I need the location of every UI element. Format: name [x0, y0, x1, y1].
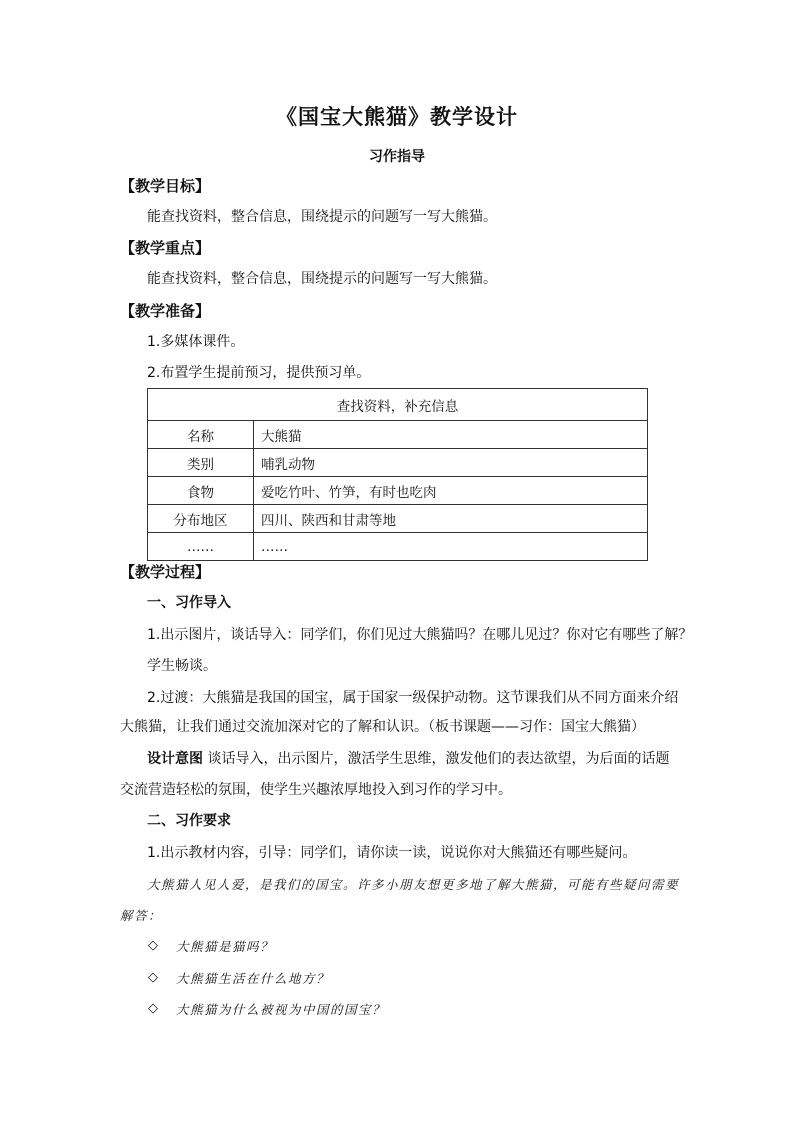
- table-cell-value: ……: [254, 533, 648, 561]
- table-row: [148, 421, 648, 449]
- section-heading-focus: 【教学重点】: [120, 239, 211, 257]
- part1-paragraph: 学生畅谈。: [147, 658, 217, 674]
- diamond-bullet-icon: ◇: [148, 1001, 158, 1016]
- part1-paragraph: 2.过渡：大熊猫是我国的国宝，属于国家一级保护动物。这节课我们从不同方面来介绍: [147, 690, 679, 706]
- info-table: [147, 388, 648, 561]
- part1-paragraph: 大熊猫，让我们通过交流加深对它的了解和认识。（板书课题——习作：国宝大熊猫）: [120, 719, 645, 735]
- diamond-bullet-icon: ◇: [148, 970, 158, 985]
- design-intent-label: 设计意图: [147, 751, 203, 767]
- table-cell-label: ……: [148, 533, 254, 561]
- textbook-quote: 解答：: [120, 908, 163, 923]
- table-row: [148, 533, 648, 561]
- prep-item: 1.多媒体课件。: [147, 334, 245, 350]
- page-subtitle: 习作指导: [369, 149, 425, 165]
- table-header-row: [148, 389, 648, 421]
- goal-text: 能查找资料，整合信息，围绕提示的问题写一写大熊猫。: [147, 209, 497, 225]
- table-row: [148, 505, 648, 533]
- design-intent-text: 交流营造轻松的氛围，使学生兴趣浓厚地投入到习作的学习中。: [120, 782, 512, 798]
- design-intent-text: 谈话导入，出示图片，激活学生思维，激发他们的表达欲望，为后面的话题: [207, 751, 670, 767]
- table-cell-value: 哺乳动物: [254, 449, 648, 477]
- diamond-bullet-icon: ◇: [148, 938, 158, 953]
- question-item: 大熊猫生活在什么地方？: [176, 971, 331, 986]
- prep-item: 2.布置学生提前预习，提供预习单。: [147, 365, 371, 381]
- part1-heading: 一、习作导入: [147, 595, 231, 611]
- table-cell-label: 类别: [148, 449, 254, 477]
- table-row: [148, 477, 648, 505]
- question-item: 大熊猫是猫吗？: [176, 939, 275, 954]
- section-heading-process: 【教学过程】: [120, 563, 211, 581]
- part2-paragraph: 1.出示教材内容，引导：同学们，请你读一读，说说你对大熊猫还有哪些疑问。: [147, 845, 637, 861]
- part1-paragraph: 1.出示图片，谈话导入：同学们，你们见过大熊猫吗？在哪儿见过？你对它有哪些了解？: [147, 627, 693, 643]
- textbook-quote: 大熊猫人见人爱，是我们的国宝。许多小朋友想更多地了解大熊猫，可能有些疑问需要: [147, 877, 680, 892]
- page-title: 《国宝大熊猫》教学设计: [276, 105, 518, 129]
- table-cell-value: 大熊猫: [254, 421, 648, 449]
- table-cell-value: 爱吃竹叶、竹笋，有时也吃肉: [254, 477, 648, 505]
- section-heading-goal: 【教学目标】: [120, 177, 211, 195]
- part2-heading: 二、习作要求: [147, 813, 231, 829]
- table-row: [148, 449, 648, 477]
- table-cell-label: 名称: [148, 421, 254, 449]
- table-header: 查找资料，补充信息: [148, 389, 648, 421]
- focus-text: 能查找资料，整合信息，围绕提示的问题写一写大熊猫。: [147, 271, 497, 287]
- question-item: 大熊猫为什么被视为中国的国宝？: [176, 1002, 387, 1017]
- design-intent-line: [147, 749, 669, 769]
- table-cell-value: 四川、陕西和甘肃等地: [254, 505, 648, 533]
- table-cell-label: 食物: [148, 477, 254, 505]
- table-cell-label: 分布地区: [148, 505, 254, 533]
- section-heading-prep: 【教学准备】: [120, 302, 211, 320]
